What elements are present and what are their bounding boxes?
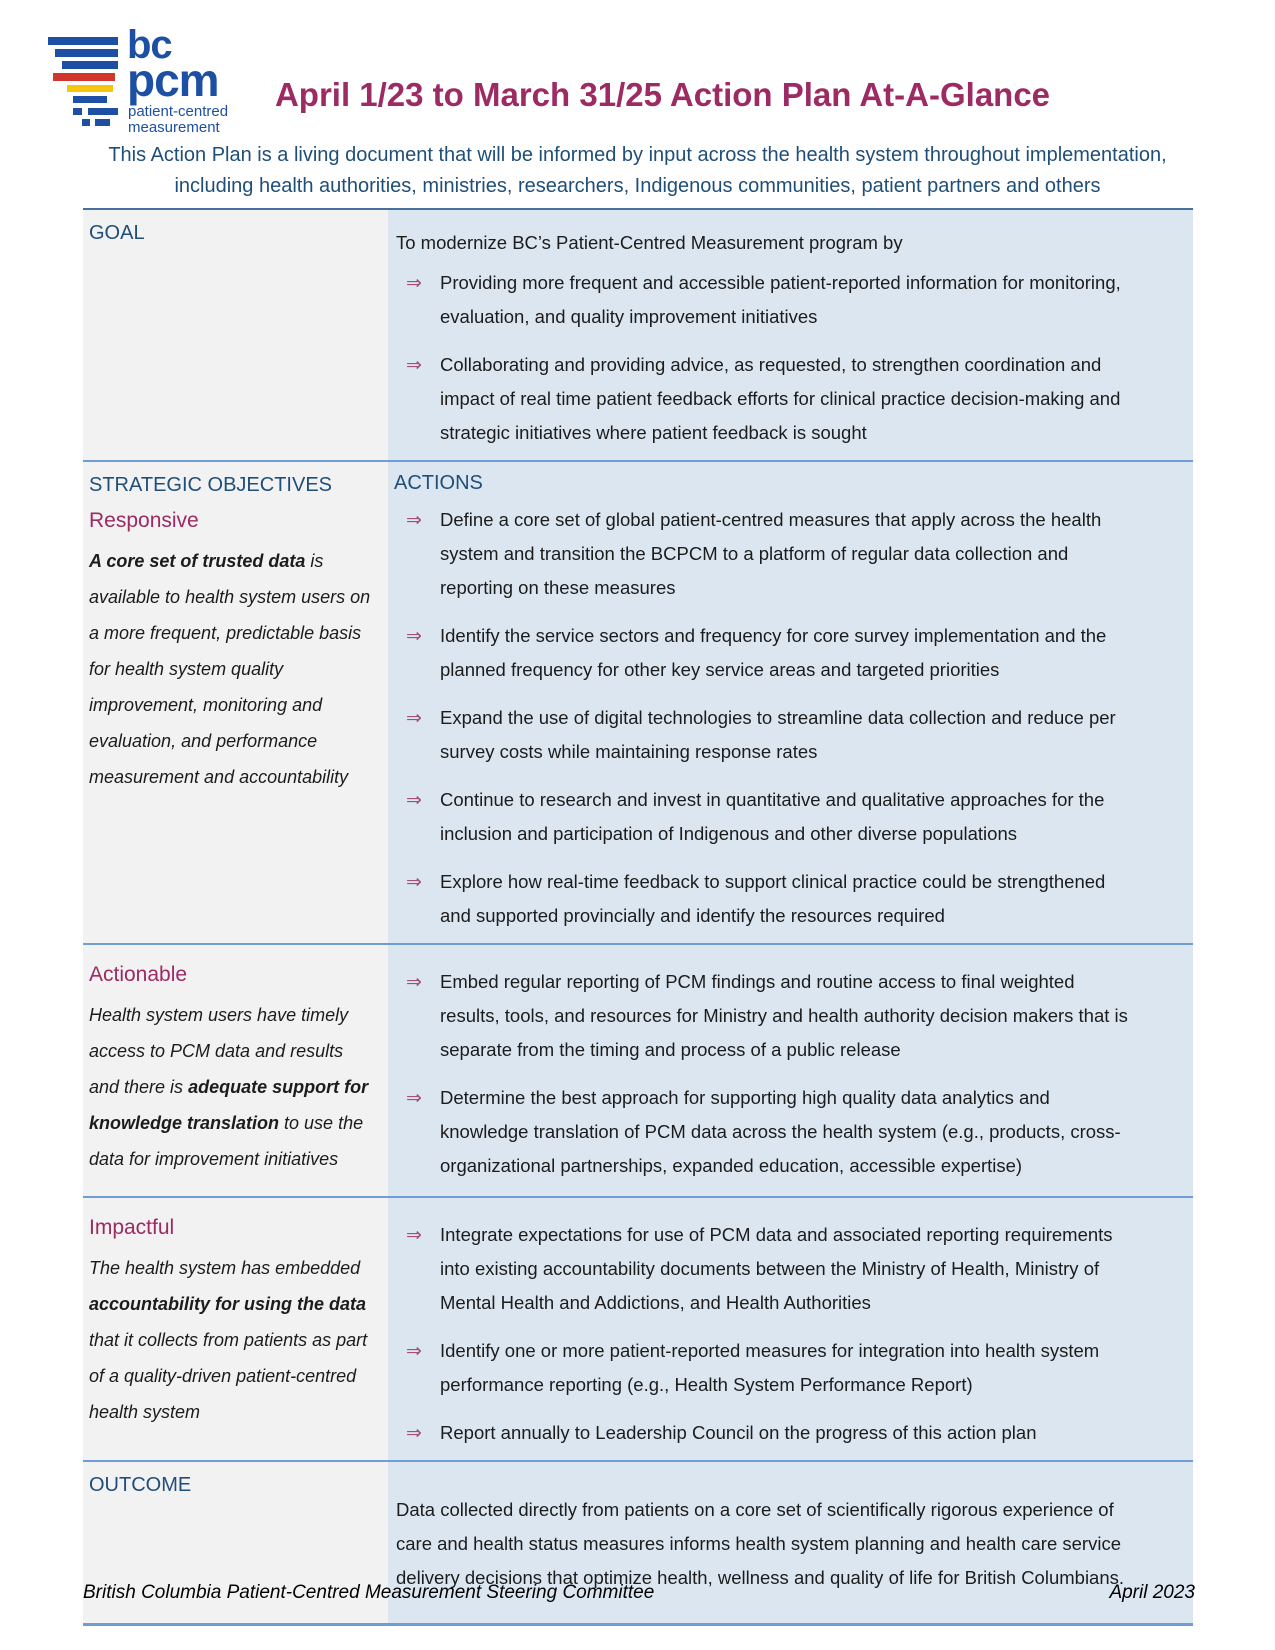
bullet-text: Determine the best approach for supporting high quality data analytics and knowledge translation of PCM data across the health system (e.g., products, cross-organizational partnerships, expanded education, accessible expertise): [440, 1087, 1121, 1176]
bullet-text: Explore how real-time feedback to support clinical practice could be strengthened and supported provincially and identify the resources required: [440, 871, 1106, 926]
footer-committee: British Columbia Patient-Centred Measurement Steering Committee: [83, 1582, 655, 1603]
bullet-text: Identify one or more patient-reported measures for integration into health system performance reporting (e.g., Health System Performance Report): [440, 1340, 1100, 1395]
section-title: Actionable: [89, 963, 188, 986]
bullet-item: [394, 965, 1193, 1067]
double-arrow-bullet-icon: ⇒: [406, 1340, 422, 1362]
bullet-item: [394, 1081, 1193, 1183]
bullet-item: [394, 783, 1193, 851]
bullet-item: [394, 1218, 1193, 1320]
actions-cell: [388, 462, 1193, 943]
double-arrow-bullet-icon: ⇒: [406, 509, 422, 531]
double-arrow-bullet-icon: ⇒: [406, 871, 422, 893]
bullet-item: [394, 865, 1193, 933]
goal-row: [83, 210, 1193, 460]
actions-cell: [388, 945, 1193, 1196]
logo-text-bc: bc: [127, 23, 172, 67]
objective-text: The health system has embedded accountability for using the data that it collects from patients as part of a quality-driven patient-centred health system: [89, 1258, 368, 1422]
bullet-item: [394, 1416, 1193, 1450]
objective-cell: [83, 945, 388, 1196]
bullet-text: Providing more frequent and accessible patient-reported information for monitoring, evaluation, and quality improvement initiatives: [440, 272, 1121, 327]
intro-line-2: including health authorities, ministries, researchers, Indigenous communities, patient partners and others: [174, 175, 1101, 197]
footer-date: April 2023: [1109, 1582, 1195, 1603]
bullet-item: [394, 266, 1193, 334]
page-footer: [83, 1582, 1195, 1604]
intro-paragraph: [90, 140, 1185, 202]
objective-text: A core set of trusted data is available to health system users on a more frequent, predictable basis for health system quality improvement, monitoring and evaluation, and performance measurement and accountability: [89, 551, 371, 787]
logo-bar: [73, 108, 82, 115]
goal-bullet-list: [394, 266, 1193, 450]
bullet-item: [394, 701, 1193, 769]
bullet-text: Identify the service sectors and frequency for core survey implementation and the planned frequency for other key service areas and targeted priorities: [440, 625, 1107, 680]
double-arrow-bullet-icon: ⇒: [406, 625, 422, 647]
action-bullet-list: [394, 965, 1193, 1183]
section-row-actionable: [83, 943, 1193, 1196]
logo-bar: [53, 73, 115, 81]
bullet-text: Collaborating and providing advice, as requested, to strengthen coordination and impact of real time patient feedback efforts for clinical practice decision-making and strategic initiatives where patient feedback is sought: [440, 354, 1121, 443]
double-arrow-bullet-icon: ⇒: [406, 789, 422, 811]
strategic-objectives-header: STRATEGIC OBJECTIVES: [89, 474, 332, 496]
action-bullet-list: [394, 503, 1193, 933]
actions-cell: [388, 1198, 1193, 1460]
bullet-item: [394, 1334, 1193, 1402]
page-title: April 1/23 to March 31/25 Action Plan At-A-Glance: [274, 76, 1051, 113]
logo-tagline: patient-centred measurement: [128, 103, 229, 136]
bullet-text: Define a core set of global patient-centred measures that apply across the health system and transition the BCPCM to a platform of regular data collection and reporting on these measures: [440, 509, 1102, 598]
objective-text: Health system users have timely access to PCM data and results and there is adequate support for knowledge translation to use the data for improvement initiatives: [89, 1005, 369, 1169]
bullet-item: [394, 348, 1193, 450]
objective-cell: [83, 462, 388, 943]
logo-bar: [73, 96, 107, 103]
logo-bar: [95, 119, 110, 126]
bullet-text: Continue to research and invest in quantitative and qualitative approaches for the inclusion and participation of Indigenous and other diverse populations: [440, 789, 1105, 844]
double-arrow-bullet-icon: ⇒: [406, 272, 422, 294]
bullet-text: Expand the use of digital technologies to streamline data collection and reduce per survey costs while maintaining response rates: [440, 707, 1116, 762]
logo-bar: [88, 108, 118, 115]
double-arrow-bullet-icon: ⇒: [406, 707, 422, 729]
logo-bar: [82, 119, 90, 126]
goal-label-cell: [83, 210, 388, 460]
actions-header: ACTIONS: [394, 472, 483, 494]
bullet-item: [394, 619, 1193, 687]
section-row-responsive: [83, 460, 1193, 943]
bullet-text: Report annually to Leadership Council on the progress of this action plan: [440, 1422, 1037, 1443]
objective-cell: [83, 1198, 388, 1460]
bullet-text: Embed regular reporting of PCM findings and routine access to final weighted results, tools, and resources for Ministry and health authority decision makers that is separate from the timing and process of a public release: [440, 971, 1128, 1060]
double-arrow-bullet-icon: ⇒: [406, 1422, 422, 1444]
action-plan-table: [83, 208, 1193, 1626]
section-title: Impactful: [89, 1216, 175, 1239]
goal-lead-text: To modernize BC’s Patient-Centred Measurement program by: [396, 232, 903, 253]
double-arrow-bullet-icon: ⇒: [406, 1087, 422, 1109]
logo-bar: [55, 49, 118, 57]
logo-text-pcm: pcm: [127, 54, 219, 106]
action-bullet-list: [394, 1218, 1193, 1450]
outcome-label: OUTCOME: [89, 1474, 192, 1496]
double-arrow-bullet-icon: ⇒: [406, 971, 422, 993]
bullet-item: [394, 503, 1193, 605]
goal-content-cell: [388, 210, 1193, 460]
section-row-impactful: [83, 1196, 1193, 1460]
logo-bar: [67, 85, 113, 92]
double-arrow-bullet-icon: ⇒: [406, 1224, 422, 1246]
bullet-text: Integrate expectations for use of PCM data and associated reporting requirements into existing accountability documents between the Ministry of Health, Ministry of Mental Health and Addictions, and Health Authorities: [440, 1224, 1113, 1313]
logo-bar: [48, 37, 118, 45]
goal-label: GOAL: [89, 222, 145, 244]
outcome-text: Data collected directly from patients on a core set of scientifically rigorous experience of care and health status measures informs health system planning and health care service delivery decisions that optimize health, wellness and quality of life for British Columbians.: [396, 1498, 1125, 1588]
double-arrow-bullet-icon: ⇒: [406, 354, 422, 376]
intro-line-1: This Action Plan is a living document that will be informed by input across the health system throughout implementation,: [108, 144, 1167, 166]
logo-bar: [62, 61, 118, 69]
section-title: Responsive: [89, 509, 199, 532]
